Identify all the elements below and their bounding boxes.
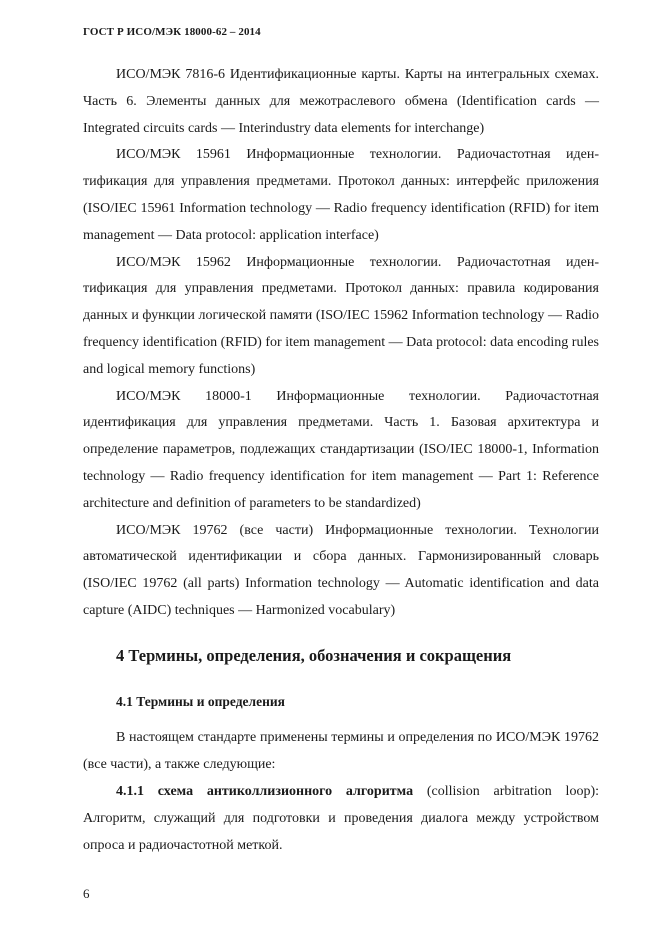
document-header: ГОСТ Р ИСО/МЭК 18000-62 – 2014 bbox=[83, 26, 261, 38]
reference-iso-15962: ИСО/МЭК 15962 Информационные технологии. Радиочастотная идентификация для управления предметами. Протокол данных: правила кодирования данных и функции логической памяти (ISO/IEC 15962 Information technology — Radio frequency identification (RFID) for item management — Data protocol: data encoding rules and logical memory functions) bbox=[83, 254, 599, 377]
term-name: схема антиколлизионного алгоритма bbox=[157, 784, 414, 799]
terms-body bbox=[83, 724, 599, 859]
term-english: (collision arbitration loop): bbox=[413, 784, 600, 799]
subsection-heading: 4.1 Термины и определения bbox=[116, 694, 285, 709]
term-number: 4.1.1 bbox=[116, 784, 144, 799]
reference-iso-19762: ИСО/МЭК 19762 (все части) Информационные технологии. Технологии автоматической идентификации и сбора данных. Гармонизированный словарь (ISO/IEC 19762 (all parts) Information technology — Automatic identification and data capture (AIDC) techniques — Harmonized vocabulary) bbox=[83, 522, 599, 618]
term-definition bbox=[83, 778, 599, 859]
page-number: 6 bbox=[83, 886, 90, 901]
term-definition-text: Алгоритм, служащий для подготовки и проведения диалога между устройством опроса и радиочастотной меткой. bbox=[83, 811, 599, 853]
reference-iso-18000-1: ИСО/МЭК 18000-1 Информационные технологии. Радиочастотная идентификация для управления предметами. Часть 1. Базовая архитектура и определение параметров, подлежащих стандартизации (ISO/IEC 18000-1, Information technology — Radio frequency identification for item management — Part 1: Reference architecture and definition of parameters to be standardized) bbox=[83, 388, 599, 511]
section-heading: 4 Термины, определения, обозначения и сокращения bbox=[116, 646, 512, 665]
reference-iso-15961: ИСО/МЭК 15961 Информационные технологии. Радиочастотная идентификация для управления предметами. Протокол данных: интерфейс приложения (ISO/IEC 15961 Information technology — Radio frequency identification (RFID) for item management — Data protocol: application interface) bbox=[83, 147, 599, 243]
intro-paragraph: В настоящем стандарте применены термины и определения по ИСО/МЭК 19762 (все части), а также следующие: bbox=[83, 730, 599, 772]
normative-references bbox=[83, 62, 599, 625]
reference-iso-7816-6: ИСО/МЭК 7816-6 Идентификационные карты. Карты на интегральных схемах. Часть 6. Элементы данных для межотраслевого обмена (Identification cards — Integrated circuits cards — Interindustry data elements for interchange) bbox=[83, 67, 599, 136]
